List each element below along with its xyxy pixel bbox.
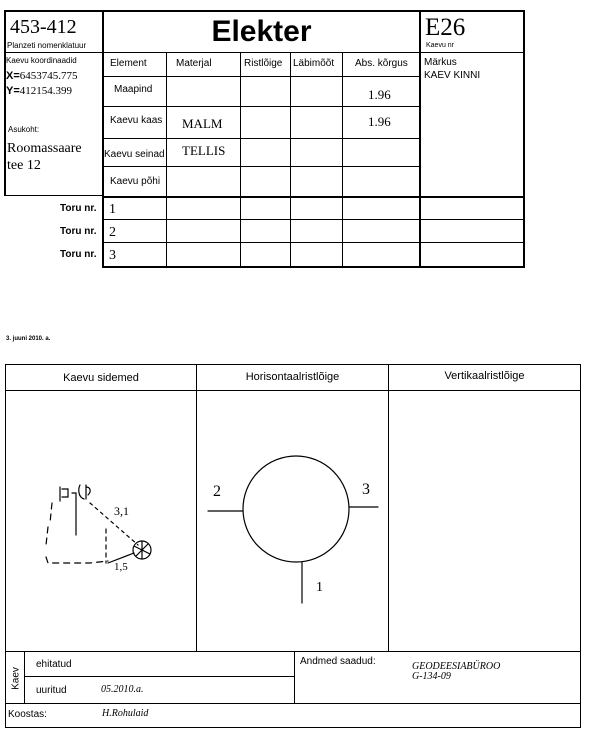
pipe-label-1: 1 <box>316 580 323 595</box>
fence-dashed-line <box>46 503 108 563</box>
row-material-walls: TELLIS <box>182 143 226 158</box>
row-height-lid: 1.96 <box>368 114 391 129</box>
building-corner-shape <box>79 485 90 499</box>
remarks-value: KAEV KINNI <box>424 70 481 81</box>
coordinate-y-label: Y= <box>6 85 20 97</box>
well-horizontal-circle <box>243 456 349 562</box>
connections-sketch <box>30 475 170 585</box>
built-label: ehitatud <box>36 659 72 670</box>
section-horizontal-title: Horisontaalristlõige <box>245 371 340 383</box>
surveyed-value: 05.2010.a. <box>101 684 144 695</box>
pipe-row-label-2: Toru nr. <box>60 226 97 237</box>
col-header-cross-section: Ristlõige <box>244 58 283 69</box>
form-title: Elekter <box>211 15 312 48</box>
pipe-row-label-3: Toru nr. <box>60 249 97 260</box>
compiled-label: Koostas: <box>8 709 47 720</box>
location-line1: Roomassaare <box>7 141 82 156</box>
connections-label-15: 1,5 <box>114 561 128 573</box>
pipe-row-number-2: 2 <box>109 225 116 240</box>
data-from-line1: GEODEESIABÜROO <box>412 661 501 672</box>
pipe-row-number-3: 3 <box>109 248 116 263</box>
data-from-label: Andmed saadud: <box>300 656 376 667</box>
compiled-value: H.Rohulaid <box>102 708 149 719</box>
row-element-lid: Kaevu kaas <box>110 115 163 126</box>
surveyed-label: uuritud <box>36 685 67 696</box>
col-header-abs-height: Abs. kõrgus <box>355 58 408 69</box>
well-number-value: E26 <box>425 14 466 41</box>
section-connections-title: Kaevu sidemed <box>63 372 139 384</box>
row-element-walls: Kaevu seinad <box>104 149 165 160</box>
building-outline-shape <box>60 487 68 501</box>
coordinates-label: Kaevu koordinaadid <box>6 56 77 65</box>
nomenclature-value: 453-412 <box>10 16 77 38</box>
pipe-label-3: 3 <box>362 481 370 498</box>
col-header-element: Element <box>110 58 147 69</box>
coordinate-x-label: X= <box>6 70 20 82</box>
gate-post-shape <box>72 493 76 535</box>
nomenclature-label: Planzeti nomenklatuur <box>7 41 87 50</box>
connections-label-31: 3,1 <box>114 504 129 518</box>
pipe-row-label-1: Toru nr. <box>60 203 97 214</box>
pipe-label-2: 2 <box>213 483 221 500</box>
horizontal-section-sketch <box>200 455 380 615</box>
coordinate-x <box>6 70 78 82</box>
row-element-ground: Maapind <box>114 84 153 95</box>
coordinate-y-value: 412154.399 <box>19 85 73 97</box>
remarks-label: Märkus <box>424 57 457 68</box>
data-from-line2: G-134-09 <box>412 671 451 682</box>
footer-side-label: Kaev <box>10 667 22 690</box>
row-height-ground: 1.96 <box>368 87 391 102</box>
col-header-diameter: Läbimõõt <box>293 58 335 69</box>
row-material-lid: MALM <box>182 116 223 131</box>
row-element-bottom: Kaevu põhi <box>110 176 161 187</box>
location-label: Asukoht: <box>8 125 40 134</box>
coordinate-x-value: 6453745.775 <box>19 70 78 82</box>
pipe-row-number-1: 1 <box>109 202 116 217</box>
date-note: 3. juuni 2010. a. <box>6 336 51 342</box>
well-number-label: Kaevu nr <box>426 42 455 49</box>
section-vertical-title: Vertikaalristlõige <box>444 370 525 382</box>
coordinate-y <box>6 85 72 97</box>
col-header-material: Materjal <box>176 58 212 69</box>
location-line2: tee 12 <box>7 158 41 173</box>
